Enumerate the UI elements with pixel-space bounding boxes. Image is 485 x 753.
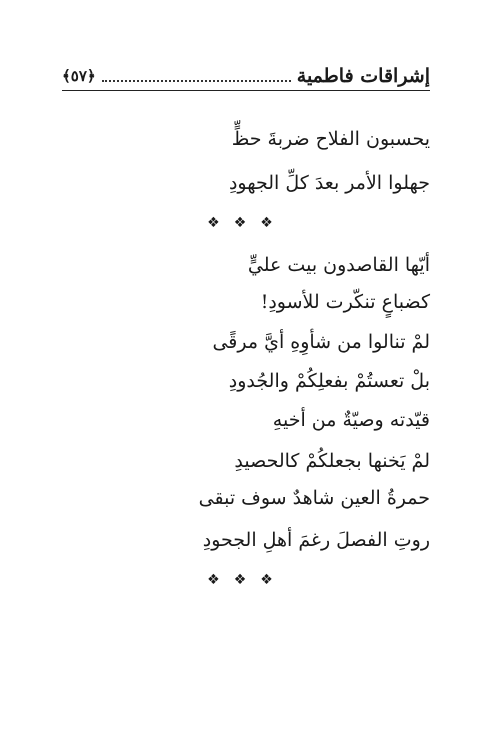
verse-line: لمْ يَخنها بجعلكُمْ كالحصيدِ — [234, 450, 430, 472]
verse-line: روتِ الفصلَ رغمَ أهلِ الجحودِ — [202, 529, 430, 551]
verse-line: قيّدته وصيّةٌ من أخيهِ — [272, 409, 430, 431]
diamond-ornament-icon: ❖ — [207, 215, 220, 231]
verse-line: جهلوا الأمر بعدَ كلِّ الجهودِ — [228, 172, 430, 194]
verse-line: لمْ تنالوا من شأوِهِ أيَّ مرقًى — [212, 331, 430, 353]
verse-line: يحسبون الفلاح ضربةَ حظٍّ — [231, 128, 430, 150]
diamond-ornament-icon: ❖ — [260, 215, 273, 231]
page-number: ﴿٥٧﴾ — [62, 67, 96, 85]
dotted-leader — [102, 80, 291, 82]
verse-separator — [180, 213, 300, 233]
verse-line: كضباعٍ تنكّرت للأسودِ! — [260, 291, 430, 313]
verse-line: حمرةُ العين شاهدٌ سوف تبقى — [198, 487, 430, 509]
diamond-ornament-icon: ❖ — [233, 572, 247, 588]
header-rule — [62, 90, 430, 91]
diamond-ornament-icon: ❖ — [207, 572, 220, 588]
diamond-ornament-icon: ❖ — [260, 572, 273, 588]
diamond-ornament-icon: ❖ — [233, 215, 247, 231]
verse-separator — [180, 570, 300, 590]
verse-line: بلْ تعستُمْ بفعلِكُمْ والجُدودِ — [228, 370, 430, 392]
page-header — [62, 60, 430, 88]
running-title: إشراقات فاطمية — [296, 65, 430, 87]
verse-line: أيّها القاصدون بيت عليٍّ — [247, 254, 430, 276]
